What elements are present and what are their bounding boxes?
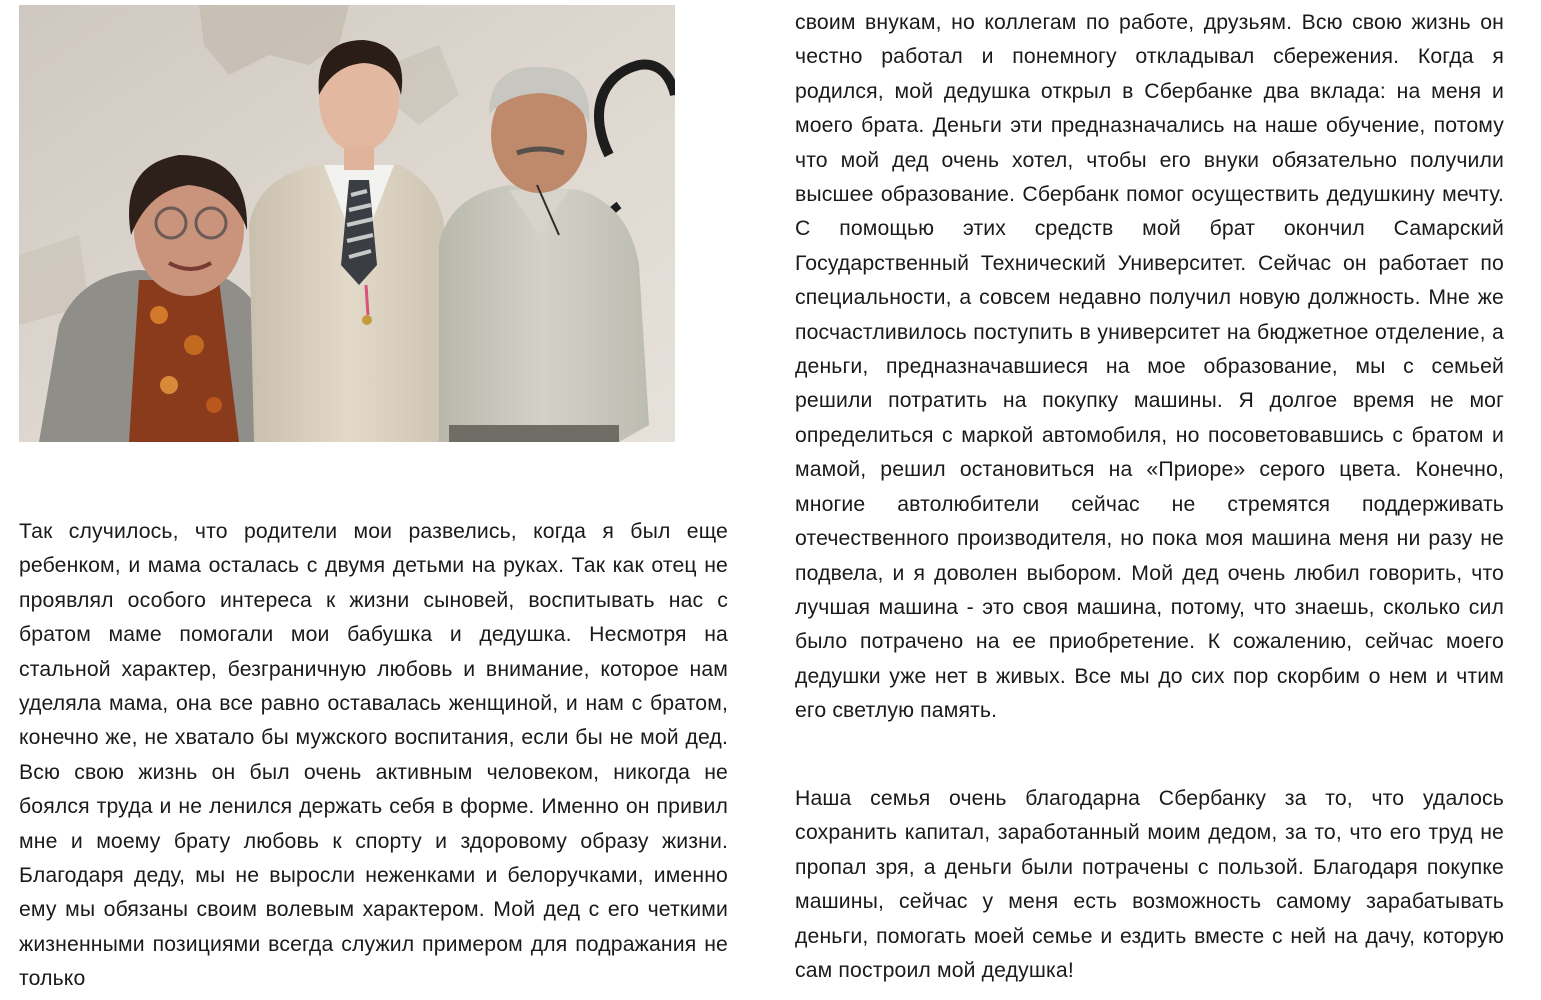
family-photo-illustration	[19, 5, 675, 442]
right-column-paragraph-2: Наша семья очень благодарна Сбербанку за то, что удалось сохранить капитал, заработанный моим дедом, за то, что его труд не пропал зря, а деньги были потрачены с пользой. Благодаря покупке машины, сейчас у меня есть возможность самому зарабатывать деньги, помогать моей семье и ездить вместе с ней на дачу, которую сам построил мой дедушка!	[795, 787, 1504, 983]
family-photo	[19, 5, 675, 442]
left-column-paragraph: Так случилось, что родители мои развелись, когда я был еще ребенком, и мама осталась с двумя детьми на руках. Так как отец не проявлял особого интереса к жизни сыновей, воспитывать нас с братом маме помогали мои бабушка и дедушка. Несмотря на стальной характер, безграничную любовь и внимание, которое нам уделяла мама, она все равно оставалась женщиной, и нам с братом, конечно же, не хватало бы мужского воспитания, если бы не мой дед. Всю свою жизнь он был очень активным человеком, никогда не боялся труда и не ленился держать себя в форме. Именно он привил мне и моему брату любовь к спорту и здоровому образу жизни. Благодаря деду, мы не выросли неженками и белоручками, именно ему мы обязаны своим волевым характером. Мой дед с его четкими жизненными позициями всегда служил примером для подражания не только	[19, 520, 728, 991]
right-column-paragraph-1: своим внукам, но коллегам по работе, друзьям. Всю свою жизнь он честно работал и понемногу откладывал сбережения. Когда я родился, мой дедушка открыл в Сбербанке два вклада: на меня и моего брата. Деньги эти предназначались на наше обучение, потому что мой дед очень хотел, чтобы его внуки обязательно получили высшее образование. Сбербанк помог осуществить дедушкину мечту. С помощью этих средств мой брат окончил Самарский Государственный Технический Университет. Сейчас он работает по специальности, а совсем недавно получил новую должность. Мне же посчастливилось поступить в университет на бюджетное отделение, а деньги, предназначавшиеся на мое образование, мы с семьей решили потратить на покупку машины. Я долгое время не мог определиться с маркой автомобиля, но посоветовавшись с братом и мамой, решил остановиться на «Приоре» серого цвета. Конечно, многие автолюбители сейчас не стремятся поддерживать отечественного производителя, но пока моя машина меня ни разу не подвела, и я доволен выбором. Мой дед очень любил говорить, что лучшая машина - это своя машина, потому, что знаешь, сколько сил было потрачено на ее приобретение. К сожалению, сейчас моего дедушки уже нет в живых. Все мы до сих пор скорбим о нем и чтим его светлую память.	[795, 11, 1504, 723]
